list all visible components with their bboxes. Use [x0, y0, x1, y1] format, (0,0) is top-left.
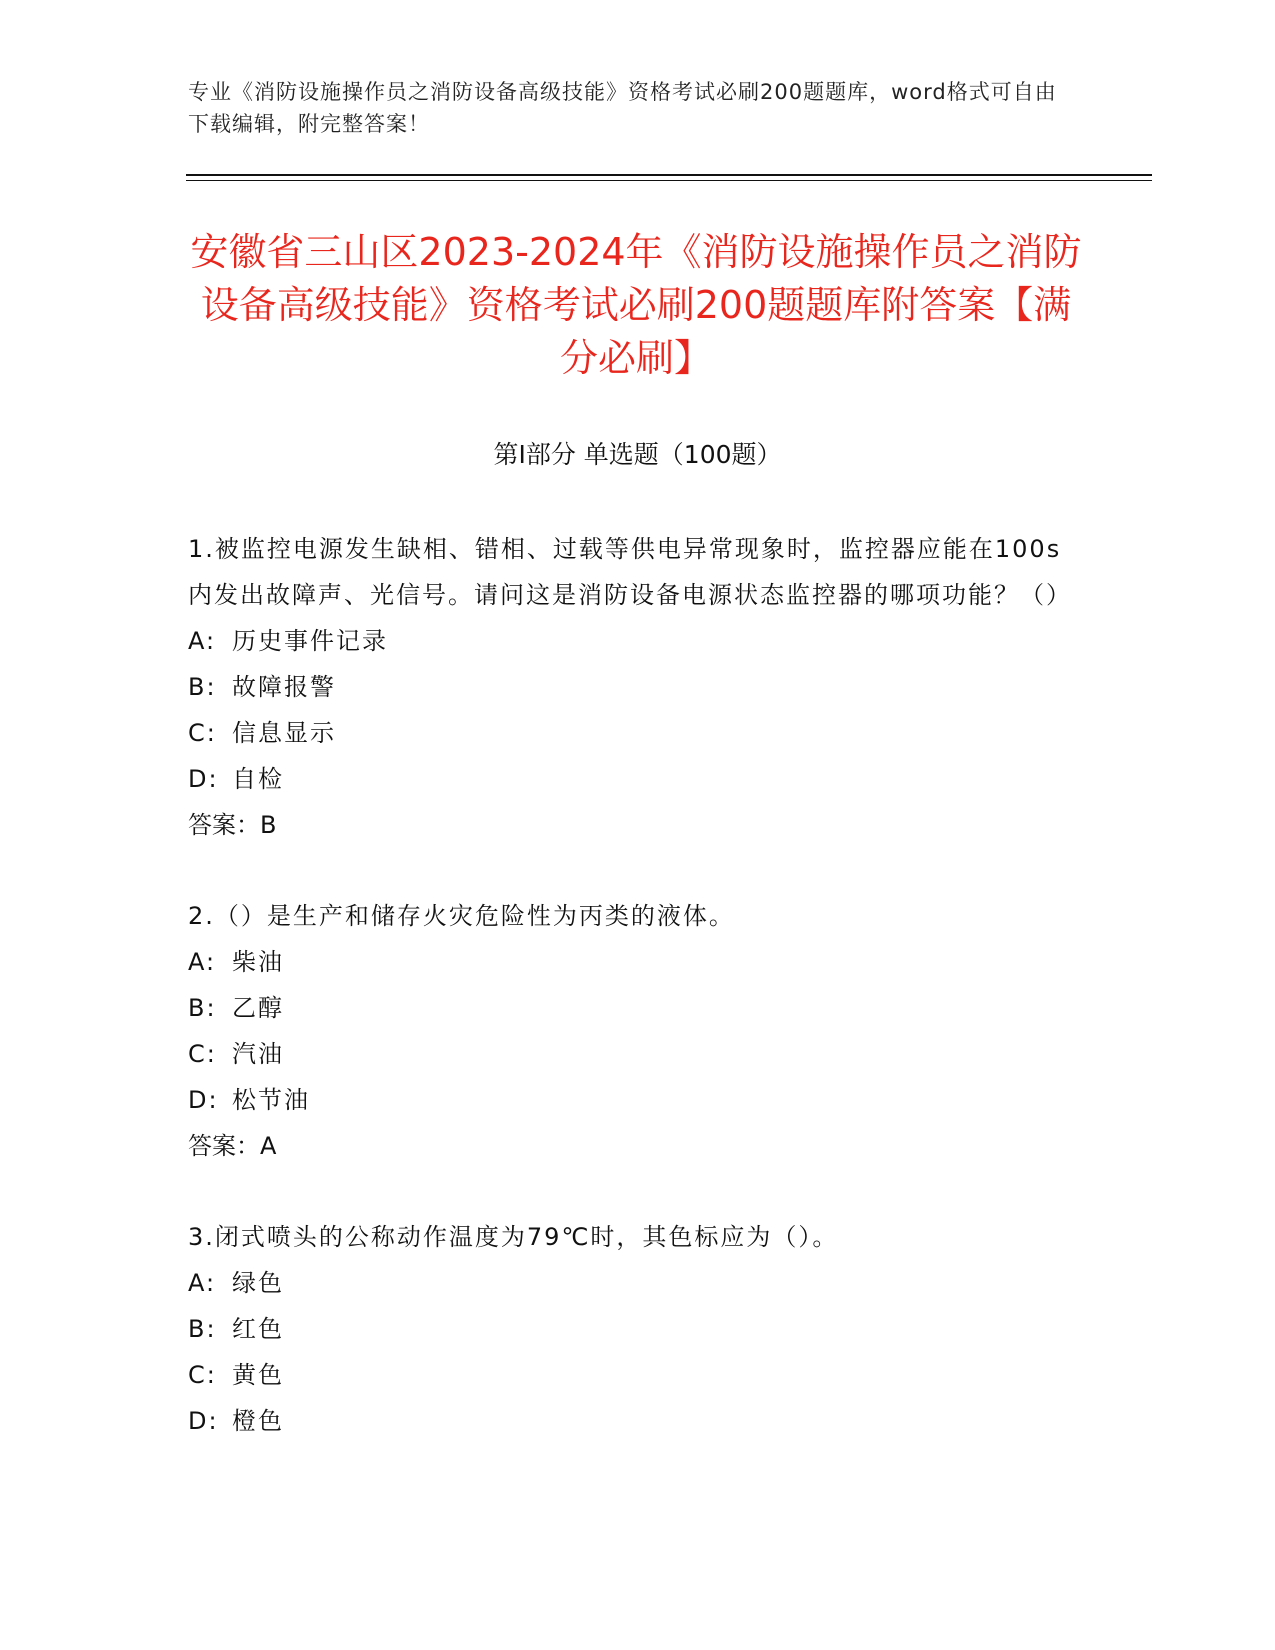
option-key: B:: [188, 1315, 217, 1343]
option-c: [188, 1031, 1088, 1077]
option-c: [188, 1352, 1088, 1398]
section-heading: 第Ⅰ部分 单选题（100题）: [493, 440, 782, 469]
option-key: A:: [188, 1269, 217, 1297]
answer-line: 答案：A: [188, 1132, 277, 1160]
option-b: [188, 1306, 1088, 1352]
option-a: [188, 1260, 1088, 1306]
option-text: 自检: [232, 765, 284, 793]
option-a: [188, 939, 1088, 985]
question-list: [188, 526, 1088, 1489]
option-key: C:: [188, 719, 217, 747]
option-text: 黄色: [232, 1361, 284, 1389]
option-key: C:: [188, 1040, 217, 1068]
option-b: [188, 664, 1088, 710]
question-stem: 3.闭式喷头的公称动作温度为79℃时，其色标应为（）。: [188, 1223, 839, 1251]
document-title: 安徽省三山区2023-2024年《消防设施操作员之消防设备高级技能》资格考试必刷200题题库附答案【满分必刷】: [190, 230, 1082, 380]
option-text: 绿色: [232, 1269, 284, 1297]
option-text: 柴油: [232, 948, 284, 976]
option-key: A:: [188, 948, 217, 976]
header-rule-thin: [186, 180, 1152, 181]
option-c: [188, 710, 1088, 756]
option-key: C:: [188, 1361, 217, 1389]
option-text: 橙色: [232, 1407, 284, 1435]
option-text: 信息显示: [232, 719, 336, 747]
option-key: B:: [188, 673, 217, 701]
question-stem: 2.（）是生产和储存火灾危险性为丙类的液体。: [188, 902, 735, 930]
option-d: [188, 756, 1088, 802]
option-key: B:: [188, 994, 217, 1022]
option-text: 历史事件记录: [232, 627, 388, 655]
option-d: [188, 1077, 1088, 1123]
question-2: [188, 893, 1088, 1169]
option-text: 乙醇: [232, 994, 284, 1022]
option-key: D:: [188, 1086, 219, 1114]
option-text: 故障报警: [232, 673, 336, 701]
option-key: A:: [188, 627, 217, 655]
option-key: D:: [188, 1407, 219, 1435]
header-note: 专业《消防设施操作员之消防设备高级技能》资格考试必刷200题题库，word格式可自由下载编辑，附完整答案！: [188, 80, 1057, 136]
option-a: [188, 618, 1088, 664]
option-key: D:: [188, 765, 219, 793]
option-text: 红色: [232, 1315, 284, 1343]
answer-line: 答案：B: [188, 811, 277, 839]
option-b: [188, 985, 1088, 1031]
option-text: 松节油: [232, 1086, 310, 1114]
header-rule-thick: [186, 174, 1152, 176]
question-3: [188, 1214, 1088, 1444]
question-stem: 1.被监控电源发生缺相、错相、过载等供电异常现象时，监控器应能在100s内发出故障声、光信号。请问这是消防设备电源状态监控器的哪项功能？（）: [188, 535, 1072, 609]
question-1: [188, 526, 1088, 848]
option-d: [188, 1398, 1088, 1444]
option-text: 汽油: [232, 1040, 284, 1068]
